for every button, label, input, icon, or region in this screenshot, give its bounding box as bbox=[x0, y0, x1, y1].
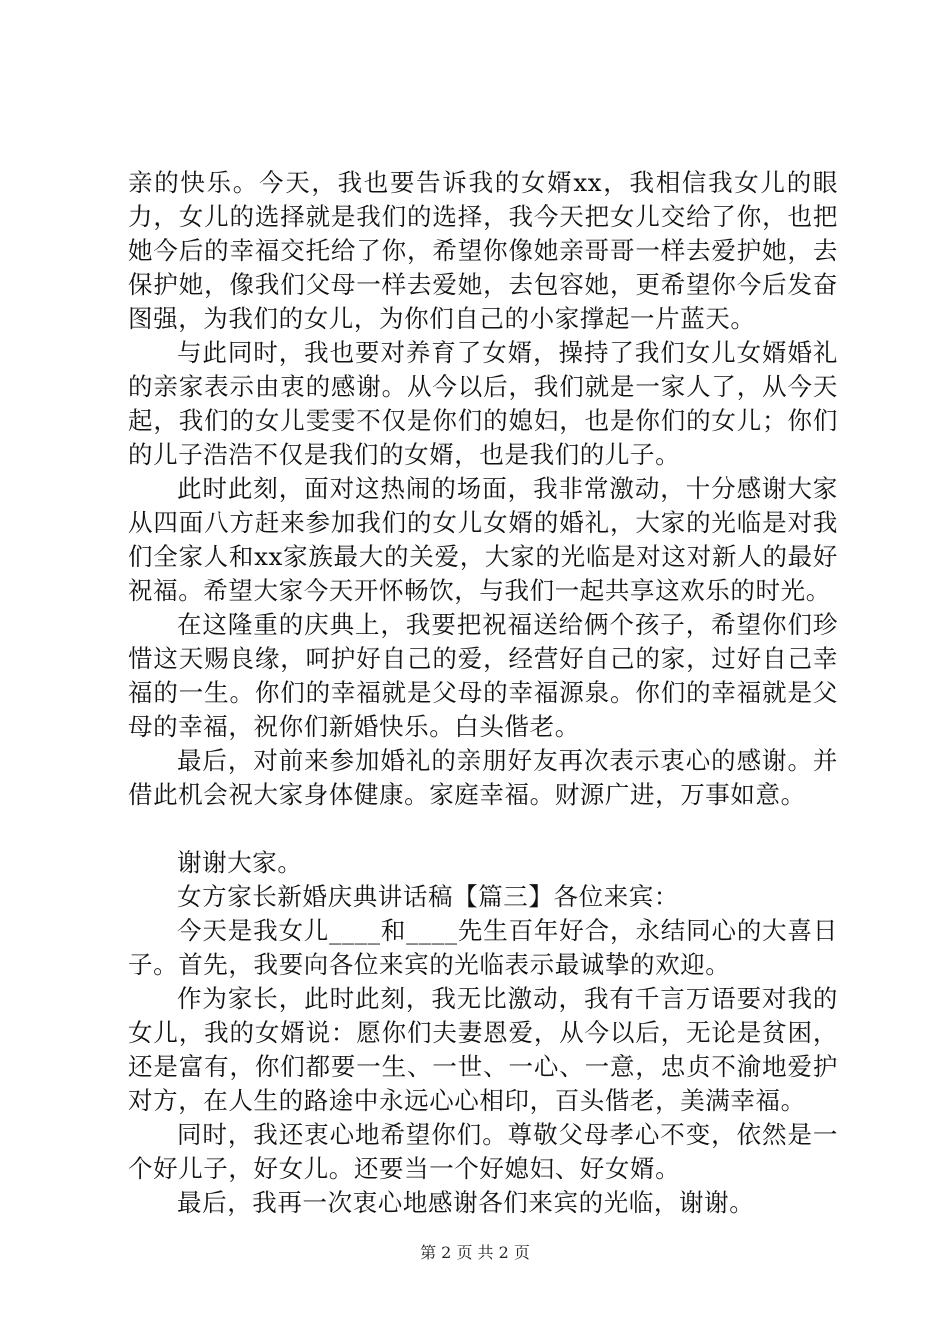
paragraph: 同时，我还衷心地希望你们。尊敬父母孝心不变，依然是一个好儿子，好女儿。还要当一个好媳妇、好女婿。 bbox=[128, 1120, 838, 1183]
paragraph: 此时此刻，面对这热闹的场面，我非常激动，十分感谢大家从四面八方赶来参加我们的女儿女婿的婚礼，大家的光临是对我们全家人和xx家族最大的关爱，大家的光临是对这对新人的最好祝福。希望大家今天开怀畅饮，与我们一起共享这欢乐的时光。 bbox=[128, 474, 838, 605]
paragraph: 最后，我再一次衷心地感谢各们来宾的光临，谢谢。 bbox=[177, 1188, 755, 1217]
blank-line bbox=[128, 812, 838, 846]
paragraph: 在这隆重的庆典上，我要把祝福送给俩个孩子，希望你们珍惜这天赐良缘，呵护好自己的爱，经营好自己的家，过好自己幸福的一生。你们的幸福就是父母的幸福源泉。你们的幸福就是父母的幸福，祝你们新婚快乐。白头偕老。 bbox=[128, 610, 838, 741]
paragraph: 作为家长，此时此刻，我无比激动，我有千言万语要对我的女儿，我的女婿说：愿你们夫妻恩爱，从今以后，无论是贫困，还是富有，你们都要一生、一世、一心、一意，忠贞不渝地爱护对方，在人生的路途中永远心心相印，百头偕老，美满幸福。 bbox=[128, 984, 838, 1115]
paragraph: 谢谢大家。 bbox=[177, 848, 303, 877]
paragraph: 最后，对前来参加婚礼的亲朋好友再次表示衷心的感谢。并借此机会祝大家身体健康。家庭幸福。财源广进，万事如意。 bbox=[128, 746, 838, 809]
page-number: 第 2 页 共 2 页 bbox=[420, 1243, 530, 1262]
document-body bbox=[128, 166, 838, 1220]
section-heading: 女方家长新婚庆典讲话稿【篇三】各位来宾： bbox=[177, 882, 679, 911]
paragraph: 亲的快乐。今天，我也要告诉我的女婿xx，我相信我女儿的眼力，女儿的选择就是我们的选择，我今天把女儿交给了你，也把她今后的幸福交托给了你，希望你像她亲哥哥一样去爱护她，去保护她，像我们父母一样去爱她，去包容她，更希望你今后发奋图强，为我们的女儿，为你们自己的小家撑起一片蓝天。 bbox=[128, 168, 838, 333]
page-footer bbox=[0, 1243, 950, 1263]
paragraph: 与此同时，我也要对养育了女婿，操持了我们女儿女婿婚礼的亲家表示由衷的感谢。从今以后，我们就是一家人了，从今天起，我们的女儿雯雯不仅是你们的媳妇，也是你们的女儿；你们的儿子浩浩不仅是我们的女婿，也是我们的儿子。 bbox=[128, 338, 838, 469]
paragraph: 今天是我女儿____和____先生百年好合，永结同心的大喜日子。首先，我要向各位来宾的光临表示最诚挚的欢迎。 bbox=[128, 916, 838, 979]
